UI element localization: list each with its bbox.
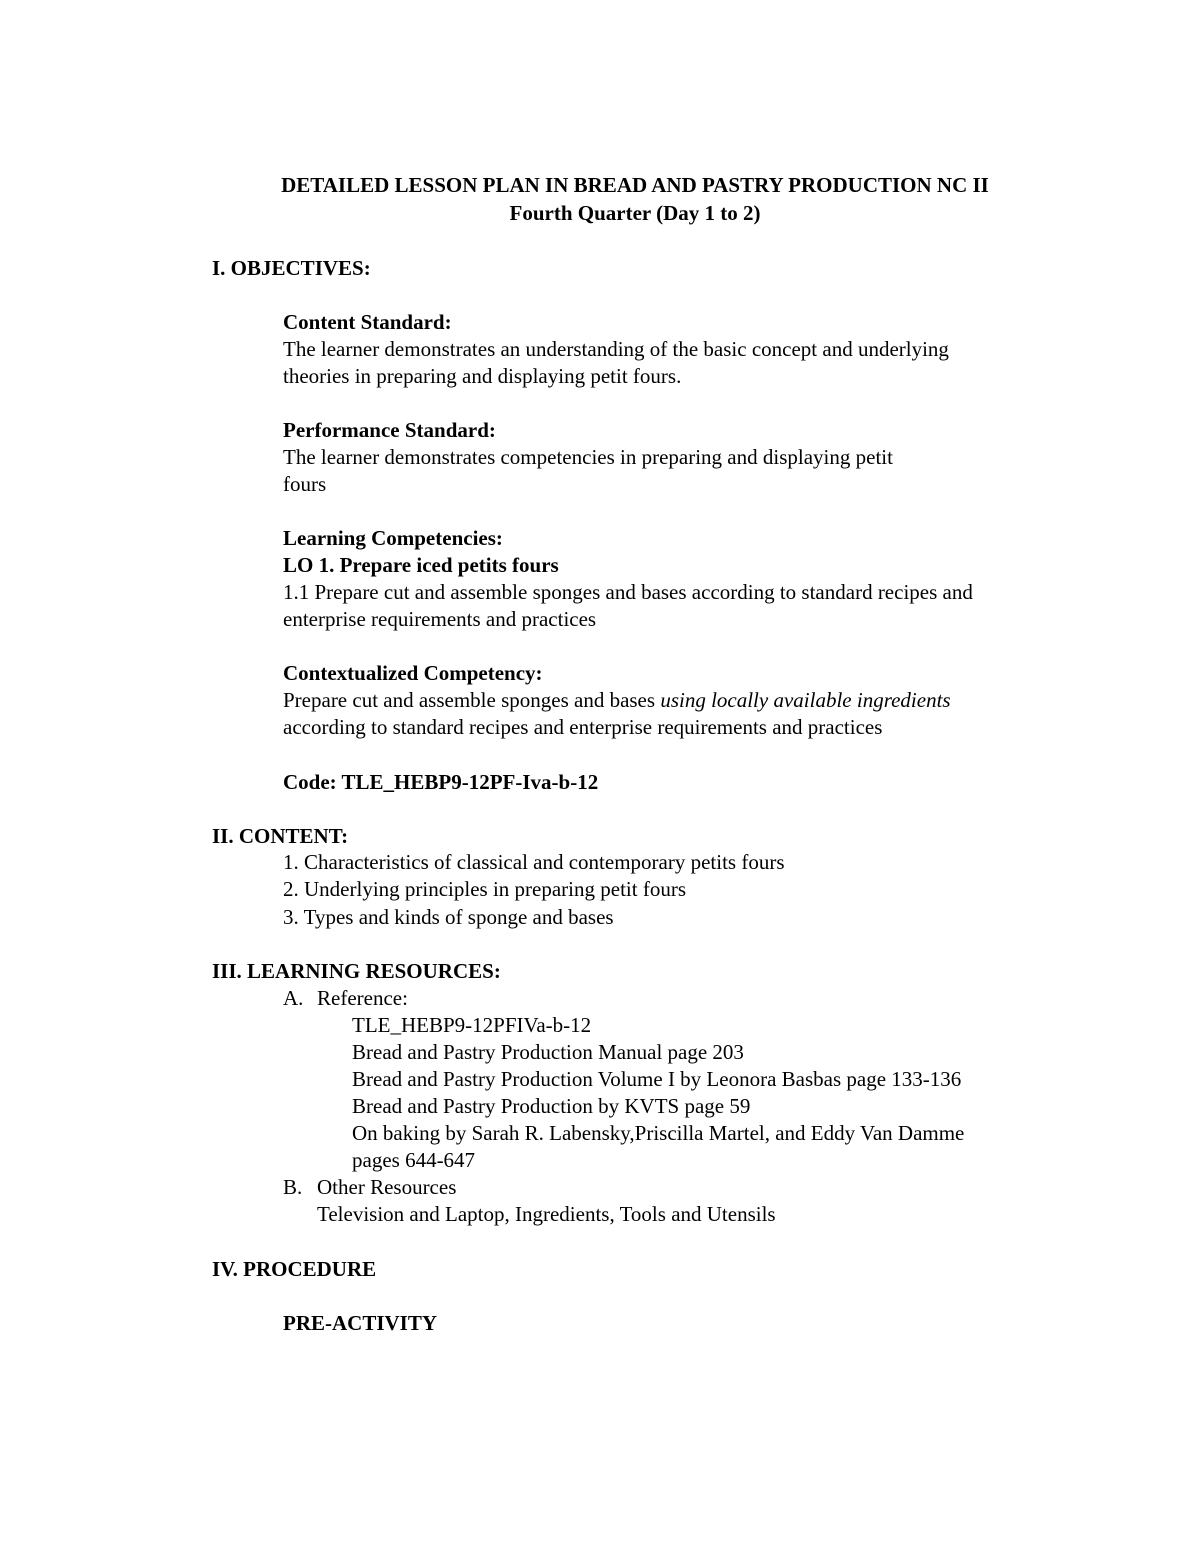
learning-competencies-label: Learning Competencies: [283, 526, 503, 550]
content-standard-text-1: The learner demonstrates an understanding of the basic concept and underlying [283, 337, 949, 361]
reference-item-2: Bread and Pastry Production Manual page 203 [352, 1040, 744, 1064]
content-item-1: 1. Characteristics of classical and contemporary petits fours [283, 850, 785, 874]
document-subtitle: Fourth Quarter (Day 1 to 2) [509, 201, 761, 225]
objectives-heading: I. OBJECTIVES: [212, 256, 371, 280]
reference-item-5-cont: pages 644-647 [352, 1148, 476, 1172]
learning-competency-text-1: 1.1 Prepare cut and assemble sponges and bases according to standard recipes and [283, 580, 973, 604]
reference-item-4: Bread and Pastry Production by KVTS page 59 [352, 1094, 751, 1118]
content-item-2: 2. Underlying principles in preparing petit fours [283, 877, 686, 901]
competency-code: Code: TLE_HEBP9-12PF-Iva-b-12 [283, 770, 599, 794]
performance-standard-label: Performance Standard: [283, 418, 496, 442]
contextualized-competency-text-plain: Prepare cut and assemble sponges and bases [283, 688, 661, 712]
document-title: DETAILED LESSON PLAN IN BREAD AND PASTRY PRODUCTION NC II [281, 173, 989, 197]
reference-item-3: Bread and Pastry Production Volume I by Leonora Basbas page 133-136 [352, 1067, 962, 1091]
learning-competency-text-2: enterprise requirements and practices [283, 607, 597, 631]
procedure-heading: IV. PROCEDURE [212, 1257, 377, 1281]
other-resources-marker: B. [283, 1175, 303, 1199]
content-standard-text-2: theories in preparing and displaying petit fours. [283, 364, 682, 388]
resources-heading: III. LEARNING RESOURCES: [212, 959, 501, 983]
performance-standard-text-1: The learner demonstrates competencies in preparing and displaying petit [283, 445, 893, 469]
reference-marker: A. [283, 986, 304, 1010]
contextualized-competency-text-1 [283, 687, 951, 714]
other-resources-text: Television and Laptop, Ingredients, Tools and Utensils [317, 1202, 776, 1226]
performance-standard-text-2: fours [283, 472, 327, 496]
contextualized-competency-text-italic: using locally available ingredients [660, 688, 951, 712]
contextualized-competency-text-2: according to standard recipes and enterprise requirements and practices [283, 715, 883, 739]
reference-label: Reference: [317, 986, 408, 1010]
contextualized-competency-label: Contextualized Competency: [283, 661, 543, 685]
content-heading: II. CONTENT: [212, 824, 349, 848]
content-item-3: 3. Types and kinds of sponge and bases [283, 905, 614, 929]
reference-item-5: On baking by Sarah R. Labensky,Priscilla Martel, and Eddy Van Damme [352, 1121, 965, 1145]
learning-outcome-1: LO 1. Prepare iced petits fours [283, 553, 559, 577]
pre-activity-heading: PRE-ACTIVITY [283, 1311, 438, 1335]
reference-item-1: TLE_HEBP9-12PFIVa-b-12 [352, 1013, 592, 1037]
content-standard-label: Content Standard: [283, 310, 452, 334]
other-resources-label: Other Resources [317, 1175, 457, 1199]
